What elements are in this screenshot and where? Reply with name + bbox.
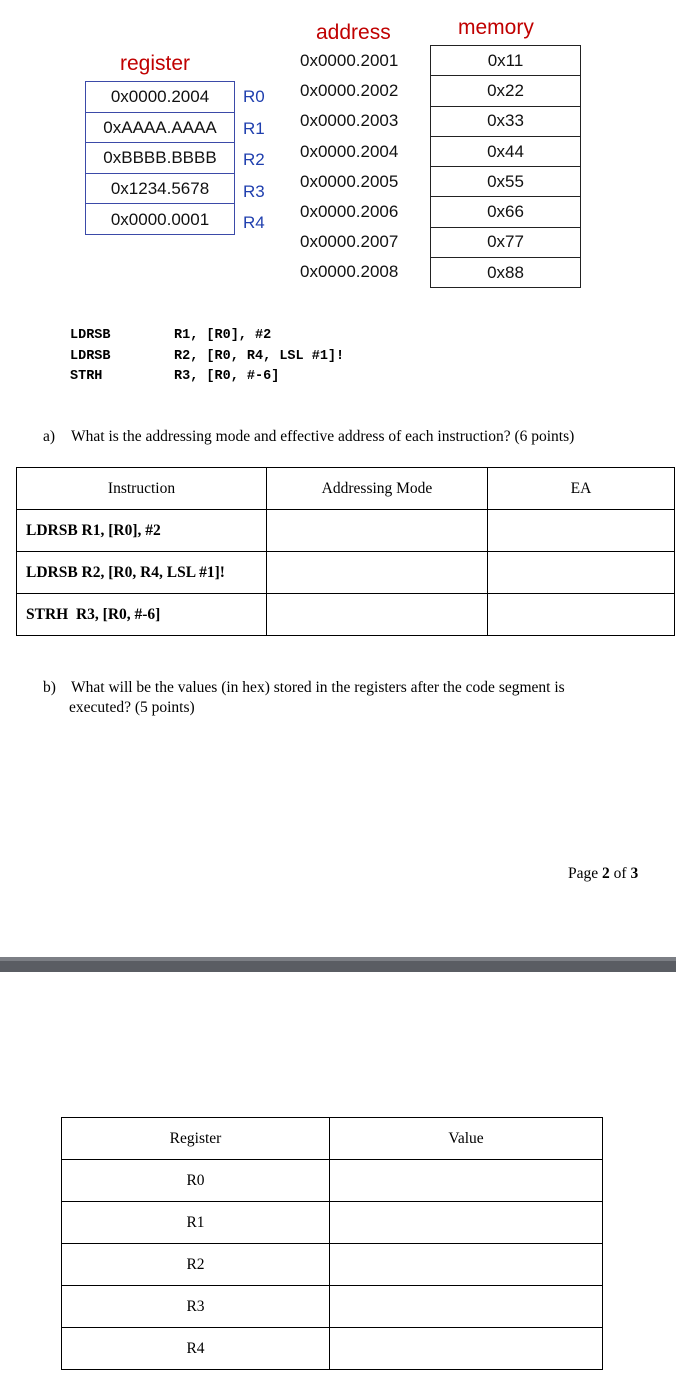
page-middle: of <box>609 865 631 882</box>
memory-row <box>431 167 581 197</box>
code-line <box>70 369 344 390</box>
code-line <box>70 349 344 370</box>
question-text: What will be the values (in hex) stored in the registers after the code segment is <box>71 679 565 696</box>
register-table <box>85 81 235 235</box>
register-value: 0x1234.5678 <box>86 173 235 204</box>
code-operands: R3, [R0, #-6] <box>174 369 280 384</box>
page-current: 2 <box>602 865 610 882</box>
memory-cell: 0x66 <box>431 197 581 227</box>
question-text: What is the addressing mode and effective address of each instruction? (6 points) <box>71 428 575 445</box>
address-item: 0x0000.2008 <box>300 262 399 282</box>
table-header-row <box>62 1118 603 1160</box>
table-row <box>62 1202 603 1244</box>
value-cell[interactable] <box>330 1244 603 1286</box>
header-addressing-mode: Addressing Mode <box>267 468 488 510</box>
register-value: 0xAAAA.AAAA <box>86 112 235 143</box>
header-ea: EA <box>488 468 675 510</box>
register-value: 0x0000.2004 <box>86 82 235 113</box>
table-row <box>62 1244 603 1286</box>
register-name: R0 <box>243 87 265 106</box>
memory-row <box>431 258 581 288</box>
table-row <box>17 510 675 552</box>
register-value-table <box>61 1117 603 1370</box>
address-item: 0x0000.2002 <box>300 81 399 101</box>
register-value: 0xBBBB.BBBB <box>86 143 235 174</box>
register-value: 0x0000.0001 <box>86 204 235 235</box>
memory-cell: 0x77 <box>431 227 581 257</box>
instruction-cell: LDRSB R2, [R0, R4, LSL #1]! <box>17 552 267 594</box>
addressing-table <box>16 467 675 636</box>
memory-row <box>431 76 581 106</box>
memory-row <box>431 197 581 227</box>
register-title: register <box>120 52 191 75</box>
memory-row <box>431 227 581 257</box>
question-marker: b) <box>43 679 56 696</box>
page-total: 3 <box>630 865 639 882</box>
memory-cell: 0x55 <box>431 167 581 197</box>
register-cell: R1 <box>62 1202 330 1244</box>
register-cell: R0 <box>62 1160 330 1202</box>
addressing-mode-cell[interactable] <box>267 510 488 552</box>
header-register: Register <box>62 1118 330 1160</box>
register-name: R2 <box>243 150 265 169</box>
value-cell[interactable] <box>330 1328 603 1370</box>
question-marker: a) <box>43 428 56 445</box>
address-item: 0x0000.2001 <box>300 51 399 70</box>
code-block <box>70 328 344 390</box>
page-number <box>568 865 638 883</box>
memory-row <box>431 136 581 166</box>
table-row <box>62 1286 603 1328</box>
register-name: R1 <box>243 118 265 138</box>
register-names <box>243 81 265 239</box>
address-item: 0x0000.2006 <box>300 201 399 221</box>
memory-cell: 0x44 <box>431 136 581 166</box>
memory-cell: 0x22 <box>431 76 581 106</box>
addressing-mode-cell[interactable] <box>267 552 488 594</box>
page-separator-highlight <box>0 957 676 961</box>
question-text-continued: executed? (5 points) <box>69 699 195 716</box>
register-row <box>86 143 235 174</box>
value-cell[interactable] <box>330 1286 603 1328</box>
address-list <box>300 46 398 288</box>
page-prefix: Page <box>568 865 603 882</box>
ea-cell[interactable] <box>488 552 675 594</box>
register-row <box>86 204 235 235</box>
value-cell[interactable] <box>330 1160 603 1202</box>
memory-row <box>431 46 581 76</box>
memory-cell: 0x33 <box>431 106 581 136</box>
instruction-cell: LDRSB R1, [R0], #2 <box>17 510 267 552</box>
ea-cell[interactable] <box>488 594 675 636</box>
code-opcode: STRH <box>70 369 103 384</box>
address-item: 0x0000.2004 <box>300 141 399 161</box>
header-instruction: Instruction <box>17 468 267 510</box>
memory-table <box>430 45 581 288</box>
addressing-mode-cell[interactable] <box>267 594 488 636</box>
register-row <box>86 112 235 143</box>
table-row <box>17 594 675 636</box>
register-name: R3 <box>243 181 265 201</box>
code-opcode: LDRSB <box>70 328 111 343</box>
register-row <box>86 173 235 204</box>
address-title: address <box>316 21 391 44</box>
register-row <box>86 82 235 113</box>
register-cell: R2 <box>62 1244 330 1286</box>
ea-cell[interactable] <box>488 510 675 552</box>
code-opcode: LDRSB <box>70 348 111 364</box>
code-operands: R1, [R0], #2 <box>174 328 272 343</box>
register-name: R4 <box>243 213 265 232</box>
table-row <box>62 1328 603 1370</box>
code-line <box>70 328 344 349</box>
question-b <box>43 678 653 718</box>
table-row <box>17 552 675 594</box>
memory-row <box>431 106 581 136</box>
table-row <box>62 1160 603 1202</box>
address-item: 0x0000.2005 <box>300 171 399 191</box>
memory-title: memory <box>458 16 534 39</box>
register-cell: R4 <box>62 1328 330 1370</box>
code-operands: R2, [R0, R4, LSL #1]! <box>174 348 345 364</box>
register-cell: R3 <box>62 1286 330 1328</box>
memory-cell: 0x88 <box>431 258 581 288</box>
memory-cell: 0x11 <box>431 46 581 76</box>
address-item: 0x0000.2003 <box>300 111 399 131</box>
question-a <box>43 428 574 446</box>
value-cell[interactable] <box>330 1202 603 1244</box>
header-value: Value <box>330 1118 603 1160</box>
address-item: 0x0000.2007 <box>300 232 399 252</box>
table-header-row <box>17 468 675 510</box>
instruction-cell: STRH R3, [R0, #-6] <box>17 594 267 636</box>
